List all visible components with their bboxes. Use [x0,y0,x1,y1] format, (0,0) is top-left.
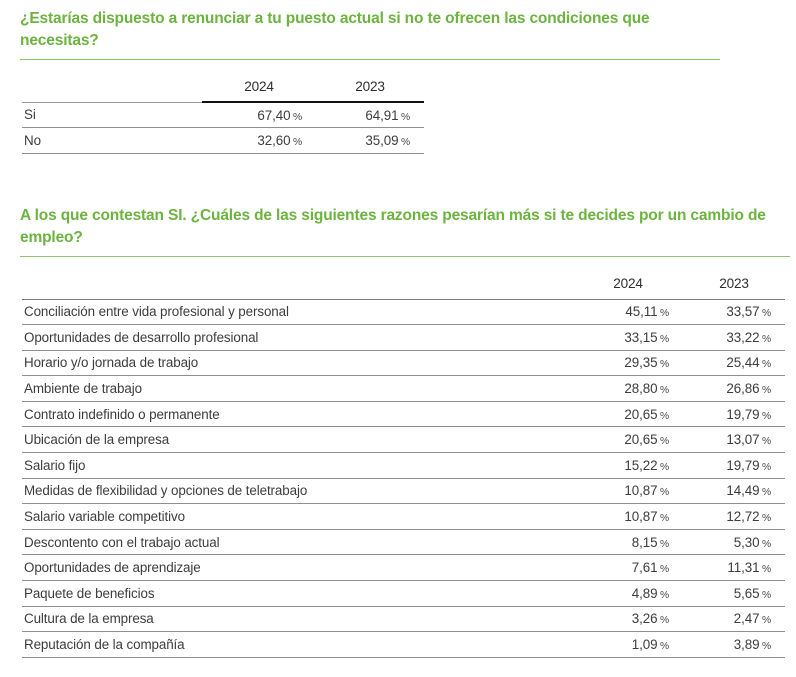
value-number: 26,86 [726,381,760,397]
row-label: Conciliación entre vida profesional y personal [22,299,573,325]
table-row [22,632,785,658]
row-label: Si [22,102,202,128]
percent-symbol: % [761,538,771,550]
value-number: 19,79 [726,457,760,473]
value-number: 20,65 [624,432,658,448]
percent-symbol: % [659,359,669,371]
section-quit-job [20,8,790,60]
table-one-container [22,72,424,154]
table-two-header-2024: 2024 [573,269,683,299]
row-value-2024 [573,478,683,504]
row-value-2024 [573,325,683,351]
table-row [22,606,785,632]
percent-symbol: % [761,410,771,422]
row-value-2023 [683,529,785,555]
percent-symbol: % [659,513,669,525]
table-row [22,478,785,504]
value-number: 8,15 [631,534,658,550]
row-value-2024 [573,350,683,376]
row-value-2023 [683,478,785,504]
table-row [22,350,785,376]
section-quit-job-heading: ¿Estarías dispuesto a renunciar a tu puesto actual si no te ofrecen las condiciones que necesitas? [20,8,720,60]
table-two-container [22,269,785,658]
table-row [22,453,785,479]
value-number: 5,30 [733,534,760,550]
value-number: 19,79 [726,406,760,422]
value-number: 25,44 [726,355,760,371]
table-row [22,427,785,453]
table-one-header-2024: 2024 [202,72,316,102]
table-two-header-2023: 2023 [683,269,785,299]
percent-symbol: % [761,436,771,448]
row-label: Paquete de beneficios [22,581,573,607]
value-number: 3,89 [733,637,760,653]
value-number: 4,89 [631,585,658,601]
value-number: 35,09 [365,132,399,148]
percent-symbol: % [761,641,771,653]
row-value-2023 [683,325,785,351]
percent-symbol: % [761,308,771,320]
percent-symbol: % [400,111,410,123]
quit-job-table [22,72,424,154]
table-row [22,299,785,325]
value-number: 14,49 [726,483,760,499]
value-number: 7,61 [631,560,658,576]
row-value-2023 [683,606,785,632]
percent-symbol: % [659,487,669,499]
table-row [22,376,785,402]
percent-symbol: % [659,589,669,601]
row-value-2024 [573,555,683,581]
percent-symbol: % [659,538,669,550]
row-label: Reputación de la compañía [22,632,573,658]
value-number: 2,47 [733,611,760,627]
value-number: 29,35 [624,355,658,371]
value-number: 10,87 [624,483,658,499]
value-number: 12,72 [726,509,760,525]
row-value-2024 [202,128,316,154]
percent-symbol: % [761,461,771,473]
percent-symbol: % [292,136,302,148]
percent-symbol: % [761,513,771,525]
table-one-label-header [22,72,202,102]
row-value-2023 [683,350,785,376]
row-value-2024 [202,102,316,128]
row-label: Ubicación de la empresa [22,427,573,453]
table-row [22,102,424,128]
value-number: 33,22 [726,329,760,345]
row-label: Ambiente de trabajo [22,376,573,402]
row-value-2023 [683,299,785,325]
row-label: Medidas de flexibilidad y opciones de teletrabajo [22,478,573,504]
row-value-2024 [573,376,683,402]
percent-symbol: % [761,615,771,627]
value-number: 1,09 [631,637,658,653]
value-number: 45,11 [625,304,658,320]
table-row [22,555,785,581]
value-number: 33,57 [726,304,760,320]
percent-symbol: % [659,410,669,422]
row-value-2023 [683,555,785,581]
percent-symbol: % [659,615,669,627]
percent-symbol: % [761,385,771,397]
percent-symbol: % [761,333,771,345]
section-reasons-change-job [20,205,790,257]
table-row [22,128,424,154]
row-label: Salario fijo [22,453,573,479]
percent-symbol: % [400,136,410,148]
percent-symbol: % [761,589,771,601]
row-value-2023 [683,401,785,427]
table-row [22,325,785,351]
row-value-2024 [573,299,683,325]
value-number: 32,60 [257,132,291,148]
percent-symbol: % [761,359,771,371]
percent-symbol: % [659,385,669,397]
row-value-2023 [683,453,785,479]
table-row [22,581,785,607]
value-number: 64,91 [365,107,399,123]
row-value-2024 [573,453,683,479]
table-one-body [22,102,424,153]
percent-symbol: % [761,564,771,576]
row-label: Cultura de la empresa [22,606,573,632]
row-value-2023 [683,504,785,530]
percent-symbol: % [659,461,669,473]
value-number: 33,15 [624,329,658,345]
value-number: 11,31 [727,560,760,576]
row-label: Oportunidades de aprendizaje [22,555,573,581]
table-row [22,504,785,530]
table-row [22,529,785,555]
table-two-label-header [22,269,573,299]
row-label: Salario variable competitivo [22,504,573,530]
row-value-2024 [573,606,683,632]
percent-symbol: % [659,436,669,448]
row-value-2023 [683,376,785,402]
row-value-2024 [573,581,683,607]
row-label: Contrato indefinido o permanente [22,401,573,427]
value-number: 28,80 [624,381,658,397]
row-value-2023 [316,128,424,154]
value-number: 5,65 [733,585,760,601]
table-two-header-row [22,269,785,299]
row-value-2023 [683,632,785,658]
percent-symbol: % [659,564,669,576]
percent-symbol: % [659,308,669,320]
value-number: 13,07 [726,432,760,448]
row-value-2023 [683,581,785,607]
section-reasons-heading: A los que contestan SI. ¿Cuáles de las siguientes razones pesarían más si te decides por un cambio de empleo? [20,205,790,257]
row-label: No [22,128,202,154]
table-two-body [22,299,785,657]
row-value-2023 [316,102,424,128]
row-value-2023 [683,427,785,453]
percent-symbol: % [292,111,302,123]
table-one-header-row [22,72,424,102]
row-value-2024 [573,427,683,453]
value-number: 15,22 [624,457,658,473]
row-label: Oportunidades de desarrollo profesional [22,325,573,351]
row-value-2024 [573,504,683,530]
value-number: 3,26 [631,611,658,627]
table-one-header-2023: 2023 [316,72,424,102]
row-value-2024 [573,529,683,555]
row-label: Descontento con el trabajo actual [22,529,573,555]
value-number: 10,87 [624,509,658,525]
row-value-2024 [573,632,683,658]
table-row [22,401,785,427]
reasons-table [22,269,785,658]
row-label: Horario y/o jornada de trabajo [22,350,573,376]
row-value-2024 [573,401,683,427]
percent-symbol: % [761,487,771,499]
percent-symbol: % [659,333,669,345]
value-number: 20,65 [624,406,658,422]
percent-symbol: % [659,641,669,653]
value-number: 67,40 [257,107,291,123]
